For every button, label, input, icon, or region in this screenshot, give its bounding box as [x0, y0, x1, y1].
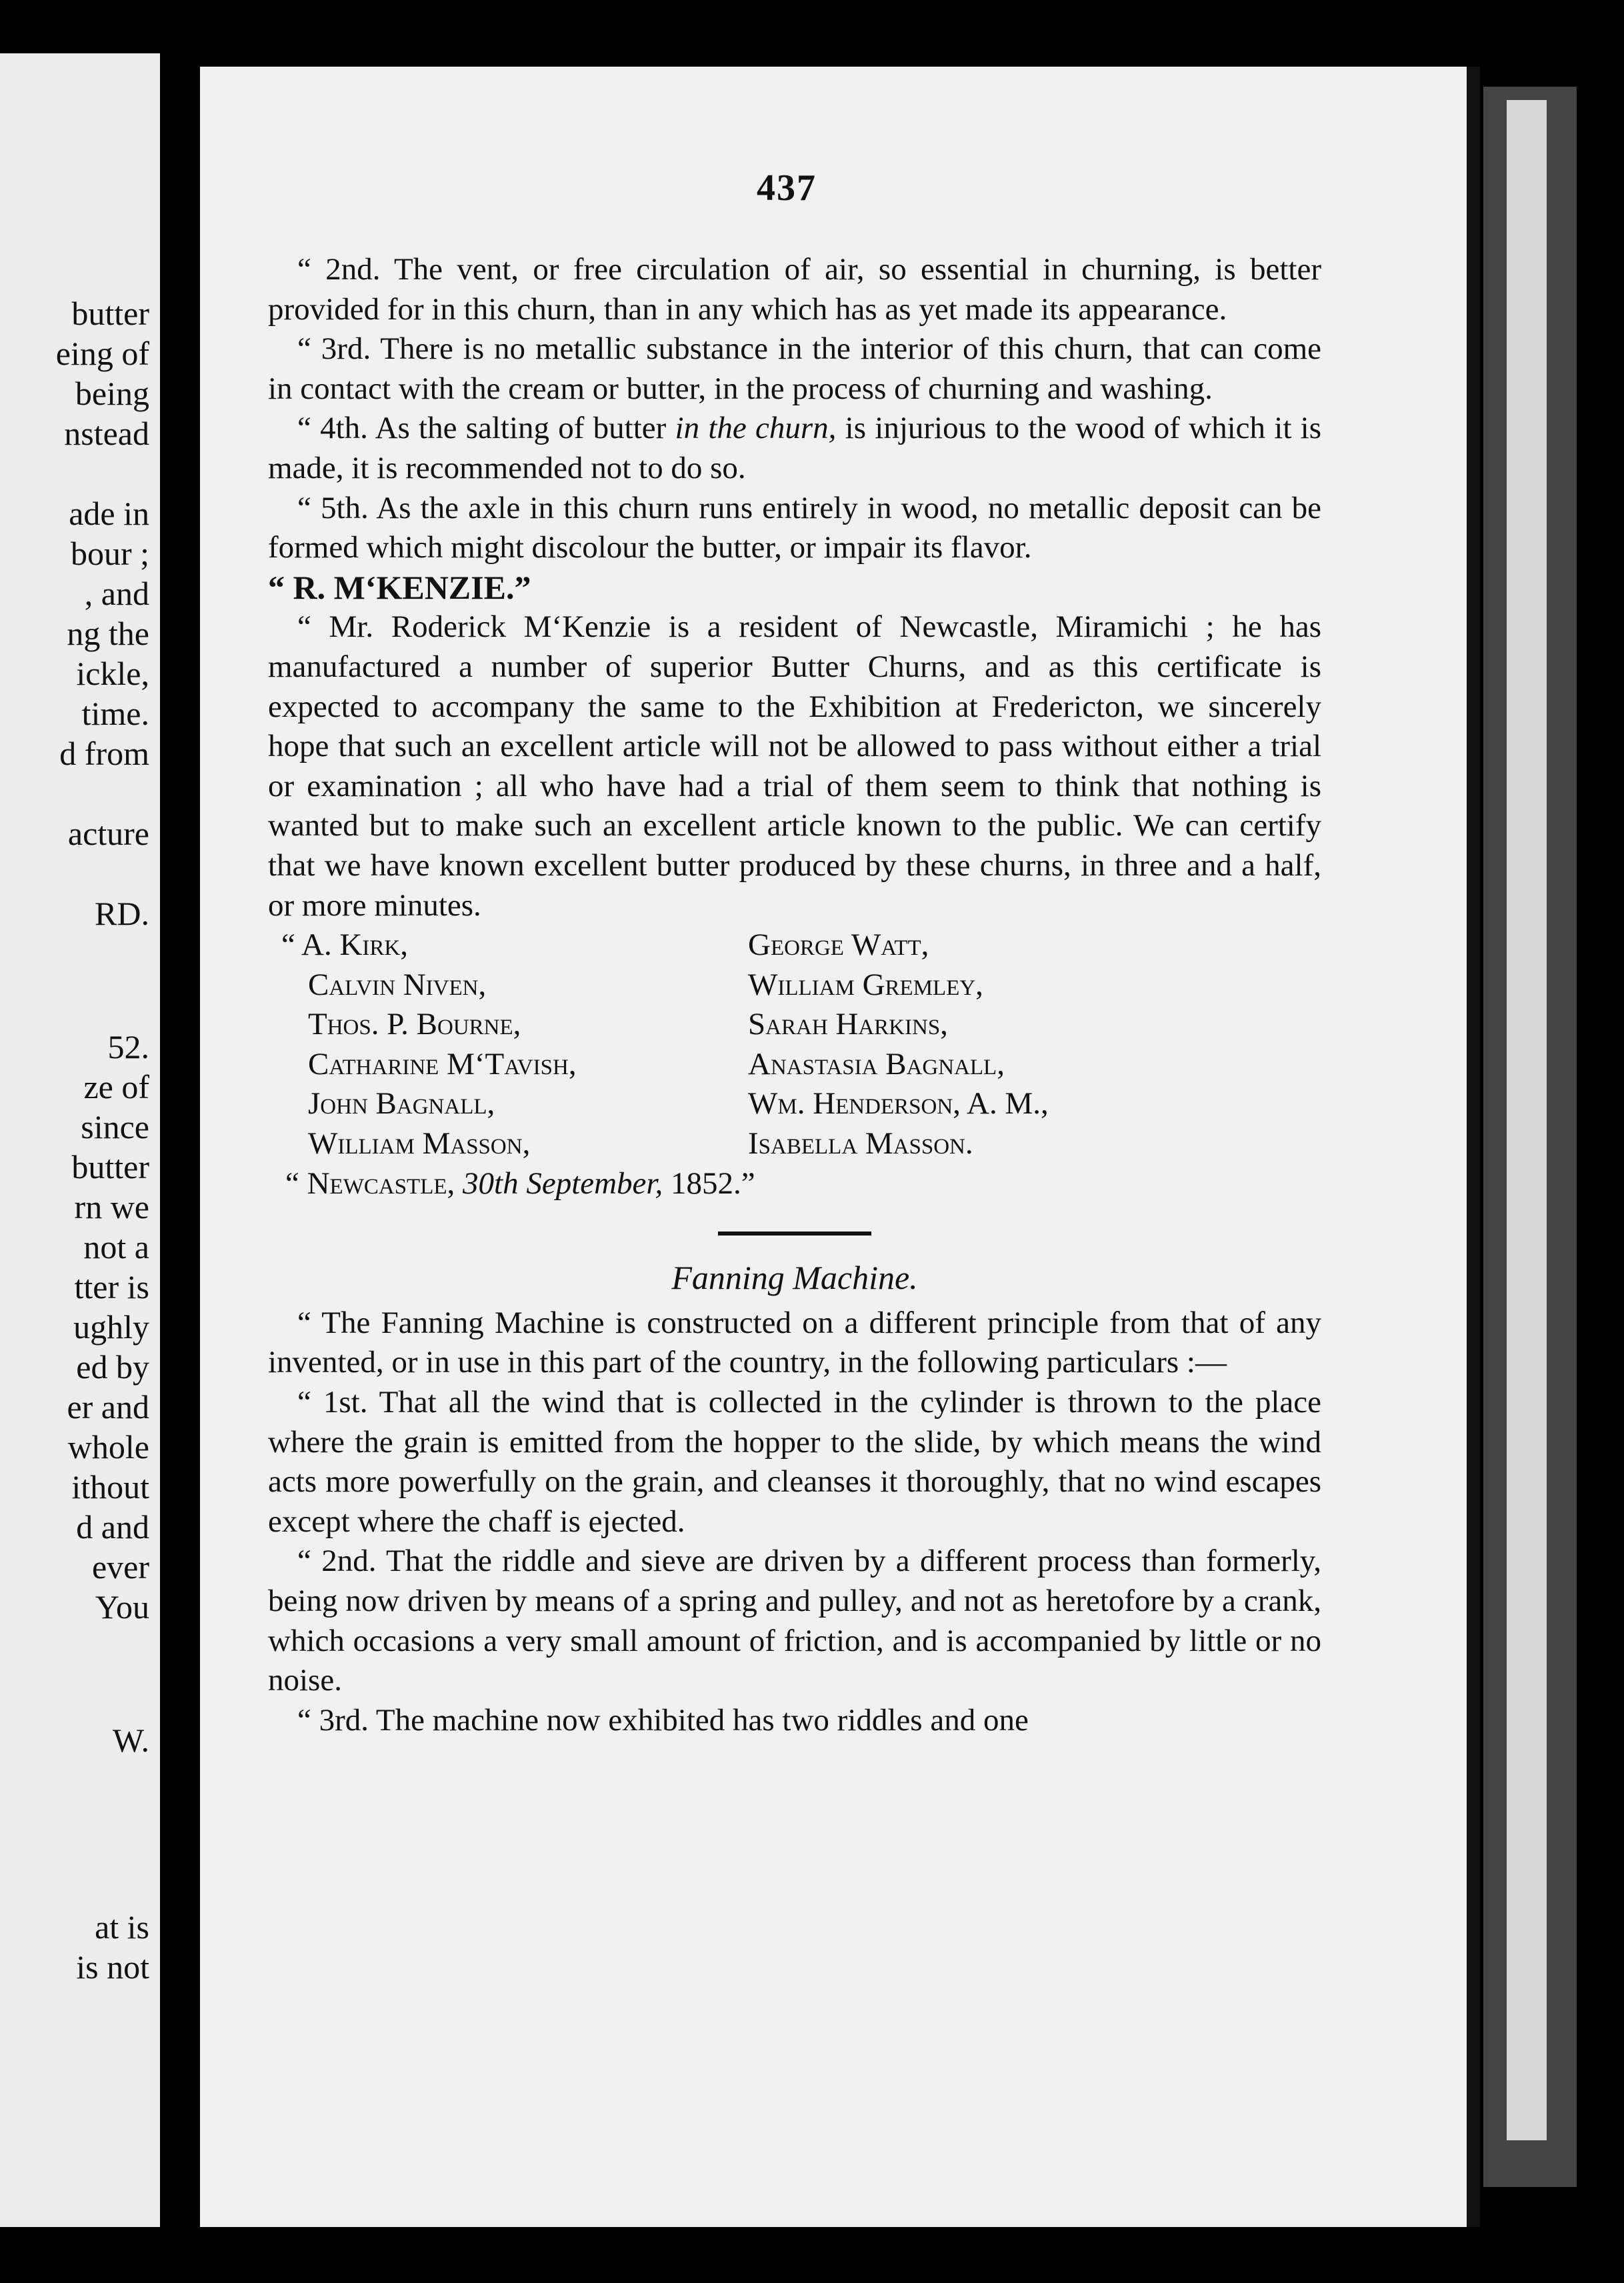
signatory-name: William Gremley, — [748, 967, 983, 1002]
left-page-text-fragment: 52. — [107, 1028, 149, 1065]
left-facing-page — [0, 53, 160, 2227]
left-page-text-fragment: nstead — [64, 415, 149, 452]
paragraph-certificate: “ Mr. Roderick M‘Kenzie is a resident of Newcastle, Miramichi ; he has manufactured a number of superior Butter Churns, and as this certificate is expected to accompany the same to the Exhibition at Fredericton, we sincerely hope that such an excellent article will not be allowed to pass without either a trial or examination ; all who have had a trial of them seem to think that nothing is wanted but to make such an excellent article known to the public. We can certify that we have known excellent butter produced by these churns, in three and a half, or more minutes. — [268, 609, 1321, 923]
dateline-year: 1852.” — [663, 1166, 755, 1201]
left-page-text-fragment: at is — [95, 1908, 149, 1946]
left-page-text-fragment: ughly — [73, 1308, 149, 1346]
signature: “ R. M‘KENZIE.” — [268, 568, 531, 606]
signatories-right-column — [748, 925, 1049, 1164]
signatory-name: Isabella Masson. — [748, 1126, 973, 1162]
paragraph-4th-emphasis: in the churn, — [675, 411, 837, 446]
left-page-text-fragment: acture — [67, 815, 149, 852]
section-heading: Fanning Machine. — [671, 1259, 918, 1297]
left-page-text-fragment: ze of — [83, 1068, 149, 1105]
book-gutter — [160, 0, 200, 2283]
left-page-text-fragment: whole — [67, 1428, 149, 1466]
paragraph-5th: “ 5th. As the axle in this churn runs entirely in wood, no metallic deposit can be formed which might discolour the butter, or impair its flavor. — [268, 490, 1321, 565]
book-fore-edge-pages — [1507, 100, 1547, 2140]
section-rule — [718, 1232, 871, 1236]
left-page-text-fragment: tter is — [74, 1268, 149, 1306]
left-page-text-fragment: butter — [71, 1148, 149, 1186]
left-page-text-fragment: bour ; — [70, 535, 149, 572]
signatory-name: “ A. Kirk, — [281, 927, 408, 963]
left-page-text-fragment: You — [95, 1588, 149, 1626]
signatory-name: John Bagnall, — [308, 1086, 495, 1121]
signatory-name: Wm. Henderson, A. M., — [748, 1086, 1049, 1121]
left-page-text-fragment: ed by — [76, 1348, 149, 1386]
signatory-name: Sarah Harkins, — [748, 1007, 948, 1042]
paragraph-4th-start: “ 4th. As the salting of butter — [297, 411, 675, 446]
dateline — [268, 1164, 1321, 1204]
left-page-text-fragment: rn we — [74, 1188, 149, 1226]
left-page-text-fragment: ithout — [71, 1468, 149, 1506]
paragraph-fanning-2nd: “ 2nd. That the riddle and sieve are driven by a different process than formerly, being now driven by means of a spring and pulley, and not as heretofore by a crank, which occasions a very small amount of friction, and is accompanied by little or no noise. — [268, 1544, 1321, 1698]
left-page-text-fragment: since — [81, 1108, 149, 1146]
signatories-left-column — [268, 925, 748, 1164]
left-page-text-fragment: butter — [71, 295, 149, 332]
left-page-text-fragment: eing of — [55, 335, 149, 372]
left-page-text-fragment: being — [75, 375, 149, 412]
left-page-text-fragment: ickle, — [76, 655, 149, 692]
page-number: 437 — [757, 167, 817, 209]
signatory-name: George Watt, — [748, 927, 929, 963]
left-page-text-fragment: er and — [67, 1388, 149, 1426]
left-page-text-fragment: RD. — [95, 895, 149, 932]
left-page-text-fragment: time. — [81, 695, 149, 732]
left-page-text-fragment: ng the — [67, 615, 149, 652]
left-page-text-fragment: d from — [59, 735, 149, 772]
paragraph-4th-end: is injurious to the wood of which it is made, it is recommended not to do so. — [268, 411, 1321, 485]
paragraph-2nd: “ 2nd. The vent, or free circulation of air, so essential in churning, is better provided for in this churn, than in any which has as yet made its appearance. — [268, 252, 1321, 327]
left-page-text-fragment: ever — [91, 1548, 149, 1586]
signatories — [268, 925, 1321, 1164]
left-page-text-fragment: not a — [83, 1228, 149, 1266]
paragraph-4th — [268, 409, 1321, 488]
page-body — [268, 250, 1321, 1740]
page-edge — [1467, 67, 1480, 2227]
signatory-name: Anastasia Bagnall, — [748, 1046, 1005, 1081]
paragraph-fanning-1st: “ 1st. That all the wind that is collected in the cylinder is thrown to the place where the grain is emitted from the hopper to the slide, by which means the wind acts more powerfully on the grain, and cleanses it thoroughly, that no wind escapes except where the chaff is ejected. — [268, 1385, 1321, 1539]
paragraph-3rd: “ 3rd. There is no metallic substance in the interior of this churn, that can come in contact with the cream or butter, in the process of churning and washing. — [268, 331, 1321, 406]
dateline-place: “ Newcastle, — [285, 1166, 455, 1201]
signatory-name: Catharine M‘Tavish, — [308, 1046, 577, 1081]
paragraph-fanning-3rd: “ 3rd. The machine now exhibited has two riddles and one — [297, 1702, 1029, 1738]
left-page-text-fragment: , and — [84, 575, 149, 612]
left-page-text-fragment: d and — [76, 1508, 149, 1546]
left-page-text-fragment: ade in — [69, 495, 149, 532]
left-page-text-fragment: W. — [112, 1722, 149, 1759]
dateline-date: 30th September, — [455, 1166, 663, 1201]
signatory-name: Calvin Niven, — [308, 967, 487, 1002]
signatory-name: Thos. P. Bourne, — [308, 1007, 521, 1042]
paragraph-fanning-intro: “ The Fanning Machine is constructed on a different principle from that of any invented, or in use in this part of the country, in the following particulars :— — [268, 1305, 1321, 1380]
signatory-name: William Masson, — [308, 1126, 531, 1162]
left-page-text-fragment: is not — [76, 1948, 149, 1986]
